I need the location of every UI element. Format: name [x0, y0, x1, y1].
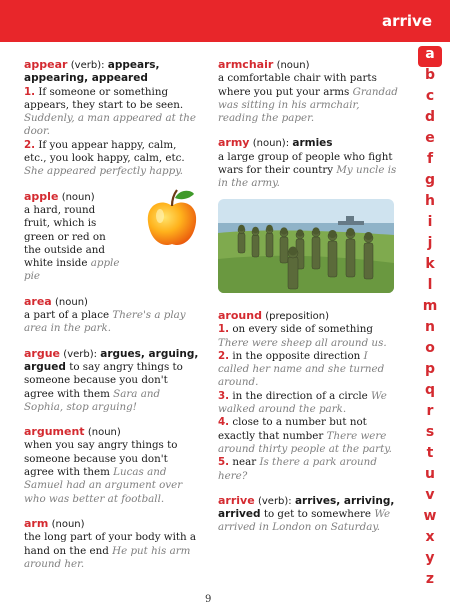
- alphabet-letter-j[interactable]: j: [427, 235, 433, 251]
- entry-armchair: [218, 58, 400, 125]
- example: Is there a park around here?: [218, 456, 377, 482]
- definition: on every side of something: [232, 323, 373, 336]
- word-forms: appears, appearing, appeared: [24, 59, 160, 85]
- part-of-speech: (verb):: [257, 495, 292, 507]
- part-of-speech: (preposition): [265, 310, 330, 322]
- alphabet-letter-t[interactable]: t: [426, 445, 434, 461]
- entry-arrive: [218, 494, 400, 535]
- alphabet-index: [416, 46, 444, 594]
- headword: arrive: [218, 493, 255, 507]
- headword: arm: [24, 516, 49, 530]
- definition: in the opposite direction: [232, 349, 361, 362]
- page-number: 9: [205, 594, 212, 604]
- alphabet-letter-r[interactable]: r: [426, 403, 434, 419]
- headword: around: [218, 308, 262, 322]
- definition: If someone or something appears, they start to be seen.: [24, 85, 184, 111]
- part-of-speech: (verb):: [70, 60, 105, 71]
- word-forms: armies: [292, 137, 333, 150]
- example: Suddenly, a man appeared at the door.: [24, 112, 196, 138]
- definition: a hard, round fruit, which is green or red on the outside and white inside: [24, 203, 106, 270]
- entry-area: [24, 295, 200, 336]
- alphabet-letter-z[interactable]: z: [425, 571, 435, 587]
- definition: a part of a place: [24, 309, 110, 322]
- word-forms: argues, arguing, argued: [24, 347, 199, 373]
- alphabet-letter-a[interactable]: a: [418, 46, 442, 67]
- definition: to get to somewhere: [263, 508, 372, 521]
- entry-argument: [24, 425, 200, 506]
- definition: to say angry things to someone because you don't agree with them: [24, 360, 183, 400]
- part-of-speech: (noun):: [252, 138, 290, 150]
- headword: argument: [24, 425, 85, 439]
- entry-argue: [24, 347, 200, 414]
- guide-word: arrive: [381, 12, 432, 30]
- alphabet-letter-p[interactable]: p: [424, 361, 436, 377]
- sense-number: 2.: [24, 138, 36, 151]
- part-of-speech: (noun): [51, 518, 85, 530]
- headword: apple: [24, 189, 59, 203]
- headword: appear: [24, 58, 68, 71]
- alphabet-letter-y[interactable]: y: [425, 550, 435, 566]
- alphabet-letter-x[interactable]: x: [425, 529, 435, 545]
- alphabet-letter-g[interactable]: g: [424, 172, 436, 188]
- alphabet-letter-m[interactable]: m: [422, 298, 438, 314]
- alphabet-letter-h[interactable]: h: [425, 193, 435, 209]
- right-column: [218, 58, 400, 546]
- part-of-speech: (noun): [55, 296, 88, 308]
- definition: a large group of people who fight wars for their country: [218, 150, 393, 177]
- alphabet-letter-w[interactable]: w: [423, 508, 437, 524]
- definition: a comfortable chair with parts where you put your arms: [218, 72, 377, 98]
- example: Grandad was sitting in his armchair, reading the paper.: [218, 85, 398, 125]
- example: He put his arm around her.: [24, 544, 191, 570]
- headword: armchair: [218, 58, 274, 71]
- alphabet-letter-q[interactable]: q: [424, 382, 436, 398]
- definition: in the direction of a circle: [232, 389, 368, 402]
- example: My uncle is in the army.: [218, 164, 397, 190]
- alphabet-letter-d[interactable]: d: [424, 109, 436, 125]
- alphabet-letter-i[interactable]: i: [427, 214, 433, 230]
- entry-around: [218, 309, 400, 483]
- definition: near: [232, 456, 257, 469]
- entry-appear: [24, 58, 200, 179]
- entry-arm: [24, 517, 200, 571]
- alphabet-letter-c[interactable]: c: [425, 88, 435, 104]
- example: There were sheep all around us.: [218, 336, 387, 349]
- example: We arrived in London on Saturday.: [218, 508, 391, 534]
- example: We walked around the park.: [218, 389, 387, 416]
- definition: close to a number but not exactly that number: [218, 416, 367, 442]
- definition: If you appear happy, calm, etc., you look happy, calm, etc.: [24, 138, 185, 165]
- sense-number: 3.: [218, 389, 230, 402]
- apple-icon: [144, 186, 200, 250]
- part-of-speech: (verb):: [63, 348, 97, 360]
- sense-number: 2.: [218, 349, 230, 362]
- sense-number: 4.: [218, 416, 230, 429]
- alphabet-letter-l[interactable]: l: [427, 277, 433, 293]
- alphabet-letter-s[interactable]: s: [425, 424, 435, 440]
- army-illustration: [218, 199, 394, 293]
- word-forms: arrives, arriving, arrived: [218, 494, 395, 521]
- alphabet-letter-o[interactable]: o: [425, 340, 435, 356]
- headword: army: [218, 136, 250, 150]
- part-of-speech: (noun): [61, 191, 95, 203]
- part-of-speech: (noun): [87, 427, 121, 439]
- sense-number: 1.: [24, 85, 36, 98]
- alphabet-letter-n[interactable]: n: [425, 319, 435, 335]
- entry-army: [218, 136, 400, 190]
- example: I called her name and she turned around.: [218, 349, 385, 389]
- headword: area: [24, 294, 52, 308]
- part-of-speech: (noun): [276, 60, 310, 71]
- example: There were around thirty people at the party.: [218, 429, 392, 455]
- definition: when you say angry things to someone because you don't agree with them: [24, 439, 178, 479]
- sense-number: 1.: [218, 323, 230, 336]
- alphabet-letter-k[interactable]: k: [425, 256, 435, 272]
- definition: the long part of your body with a hand on the end: [24, 531, 197, 557]
- left-column: [24, 58, 200, 582]
- example: Sara and Sophia, stop arguing!: [24, 387, 161, 413]
- alphabet-letter-u[interactable]: u: [425, 466, 435, 482]
- alphabet-letter-f[interactable]: f: [426, 151, 434, 167]
- header-bar: [0, 0, 450, 42]
- alphabet-letter-v[interactable]: v: [425, 487, 435, 503]
- alphabet-letter-b[interactable]: b: [424, 67, 436, 83]
- example: She appeared perfectly happy.: [24, 165, 183, 178]
- headword: argue: [24, 346, 61, 360]
- sense-number: 5.: [218, 456, 230, 469]
- example: Lucas and Samuel had an argument over who was better at football.: [24, 466, 183, 505]
- example: There's a play area in the park.: [24, 309, 186, 335]
- entry-apple: [24, 190, 200, 284]
- example: apple pie: [24, 257, 120, 283]
- alphabet-letter-e[interactable]: e: [425, 130, 435, 146]
